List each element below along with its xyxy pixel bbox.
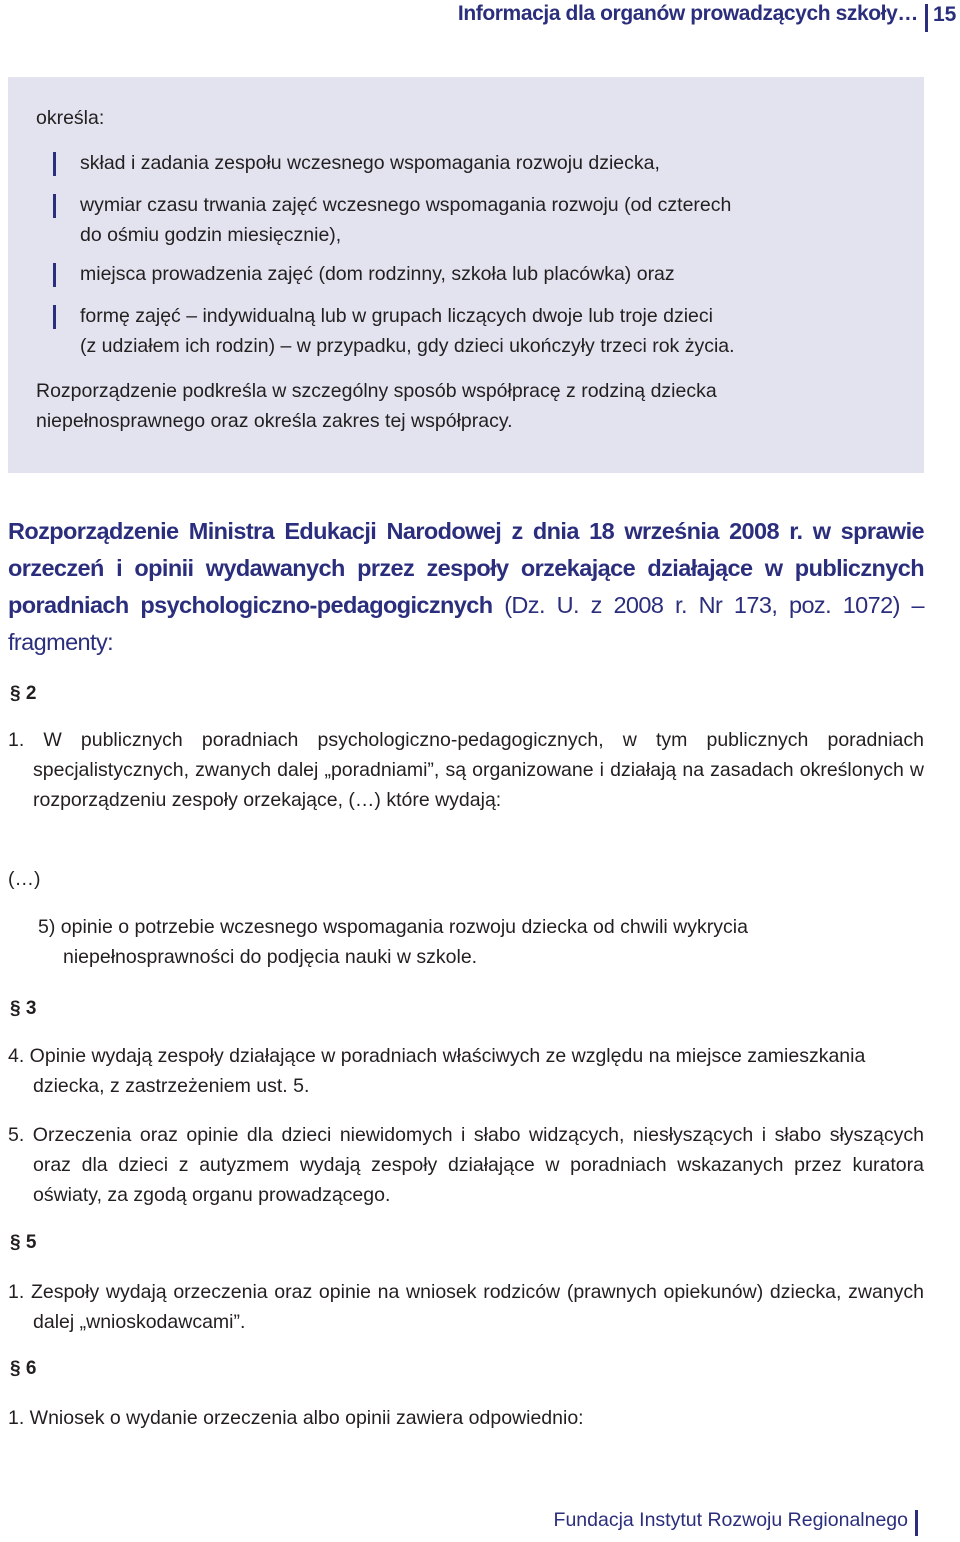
ellipsis: (…): [8, 868, 41, 890]
box-item-4-line-2: (z udziałem ich rodzin) – w przypadku, gdy dzieci ukończyły trzeci rok życia.: [80, 335, 735, 357]
section-5-label: § 5: [10, 1232, 37, 1253]
section-2-point-5: 5) opinie o potrzebie wczesnego wspomagania rozwoju dziecka od chwili wykrycia niepełnosprawności do podjęcia nauki w szkole.: [38, 916, 748, 968]
regulation-heading: [8, 513, 924, 661]
regulation-title: Rozporządzenie Ministra Edukacji Narodowej z dnia 18 września 2008 r. w sprawie orzeczeń i opinii wydawanych przez zespoły orzekające działające w publicznych poradniach psychologiczno-pedagogicznych: [8, 518, 924, 618]
box-intro: określa:: [36, 107, 105, 129]
section-2-paragraph-1: 1. W publicznych poradniach psychologiczno-pedagogicznych, w tym publicznych poradniach specjalistycznych, zwanych dalej „poradniami”, są organizowane i działają na zasadach określonych w rozporządzeniu zespoły orzekające, (…) które wydają:: [8, 729, 924, 811]
bullet-bar: [53, 152, 56, 176]
box-item-3: miejsca prowadzenia zajęć (dom rodzinny, szkoła lub placówka) oraz: [80, 263, 675, 285]
footer-separator: [915, 1510, 918, 1536]
bullet-bar: [53, 305, 56, 329]
page-header: [0, 0, 960, 34]
box-closing-line-2: niepełnosprawnego oraz określa zakres tej współpracy.: [36, 410, 513, 432]
section-6-paragraph-1: 1. Wniosek o wydanie orzeczenia albo opinii zawiera odpowiednio:: [8, 1407, 584, 1429]
section-2-label: § 2: [10, 683, 37, 704]
section-6-label: § 6: [10, 1358, 37, 1379]
bullet-bar: [53, 263, 56, 287]
section-3-paragraph-5: 5. Orzeczenia oraz opinie dla dzieci niewidomych i słabo widzących, niesłyszących i słabo słyszących oraz dla dzieci z autyzmem wydają zespoły działające w poradniach wskazanych przez kuratora oświaty, za zgodą organu prowadzącego.: [8, 1124, 924, 1206]
regulation-citation: (Dz. U. z 2008 r. Nr 173, poz. 1072) – fragmenty:: [8, 592, 924, 655]
box-item-4-line-1: formę zajęć – indywidualną lub w grupach liczących dwoje lub troje dzieci: [80, 305, 713, 327]
bullet-bar: [53, 194, 56, 218]
box-item-2-line-2: do ośmiu godzin miesięcznie),: [80, 224, 342, 246]
box-item-1: skład i zadania zespołu wczesnego wspomagania rozwoju dziecka,: [80, 152, 660, 174]
footer-text: Fundacja Instytut Rozwoju Regionalnego: [553, 1509, 908, 1531]
header-separator: [925, 4, 928, 32]
box-closing-line-1: Rozporządzenie podkreśla w szczególny sposób współpracę z rodziną dziecka: [36, 380, 717, 402]
section-5-paragraph-1: 1. Zespoły wydają orzeczenia oraz opinie na wniosek rodziców (prawnych opiekunów) dziecka, zwanych dalej „wnioskodawcami”.: [8, 1281, 924, 1333]
section-3-paragraph-4: 4. Opinie wydają zespoły działające w poradniach właściwych ze względu na miejsce zamieszkania dziecka, z zastrzeżeniem ust. 5.: [8, 1045, 866, 1097]
box-item-2-line-1: wymiar czasu trwania zajęć wczesnego wspomagania rozwoju (od czterech: [80, 194, 732, 216]
page-number: 15: [933, 3, 957, 26]
running-title: Informacja dla organów prowadzących szkoły…: [457, 2, 918, 25]
section-3-label: § 3: [10, 998, 37, 1019]
